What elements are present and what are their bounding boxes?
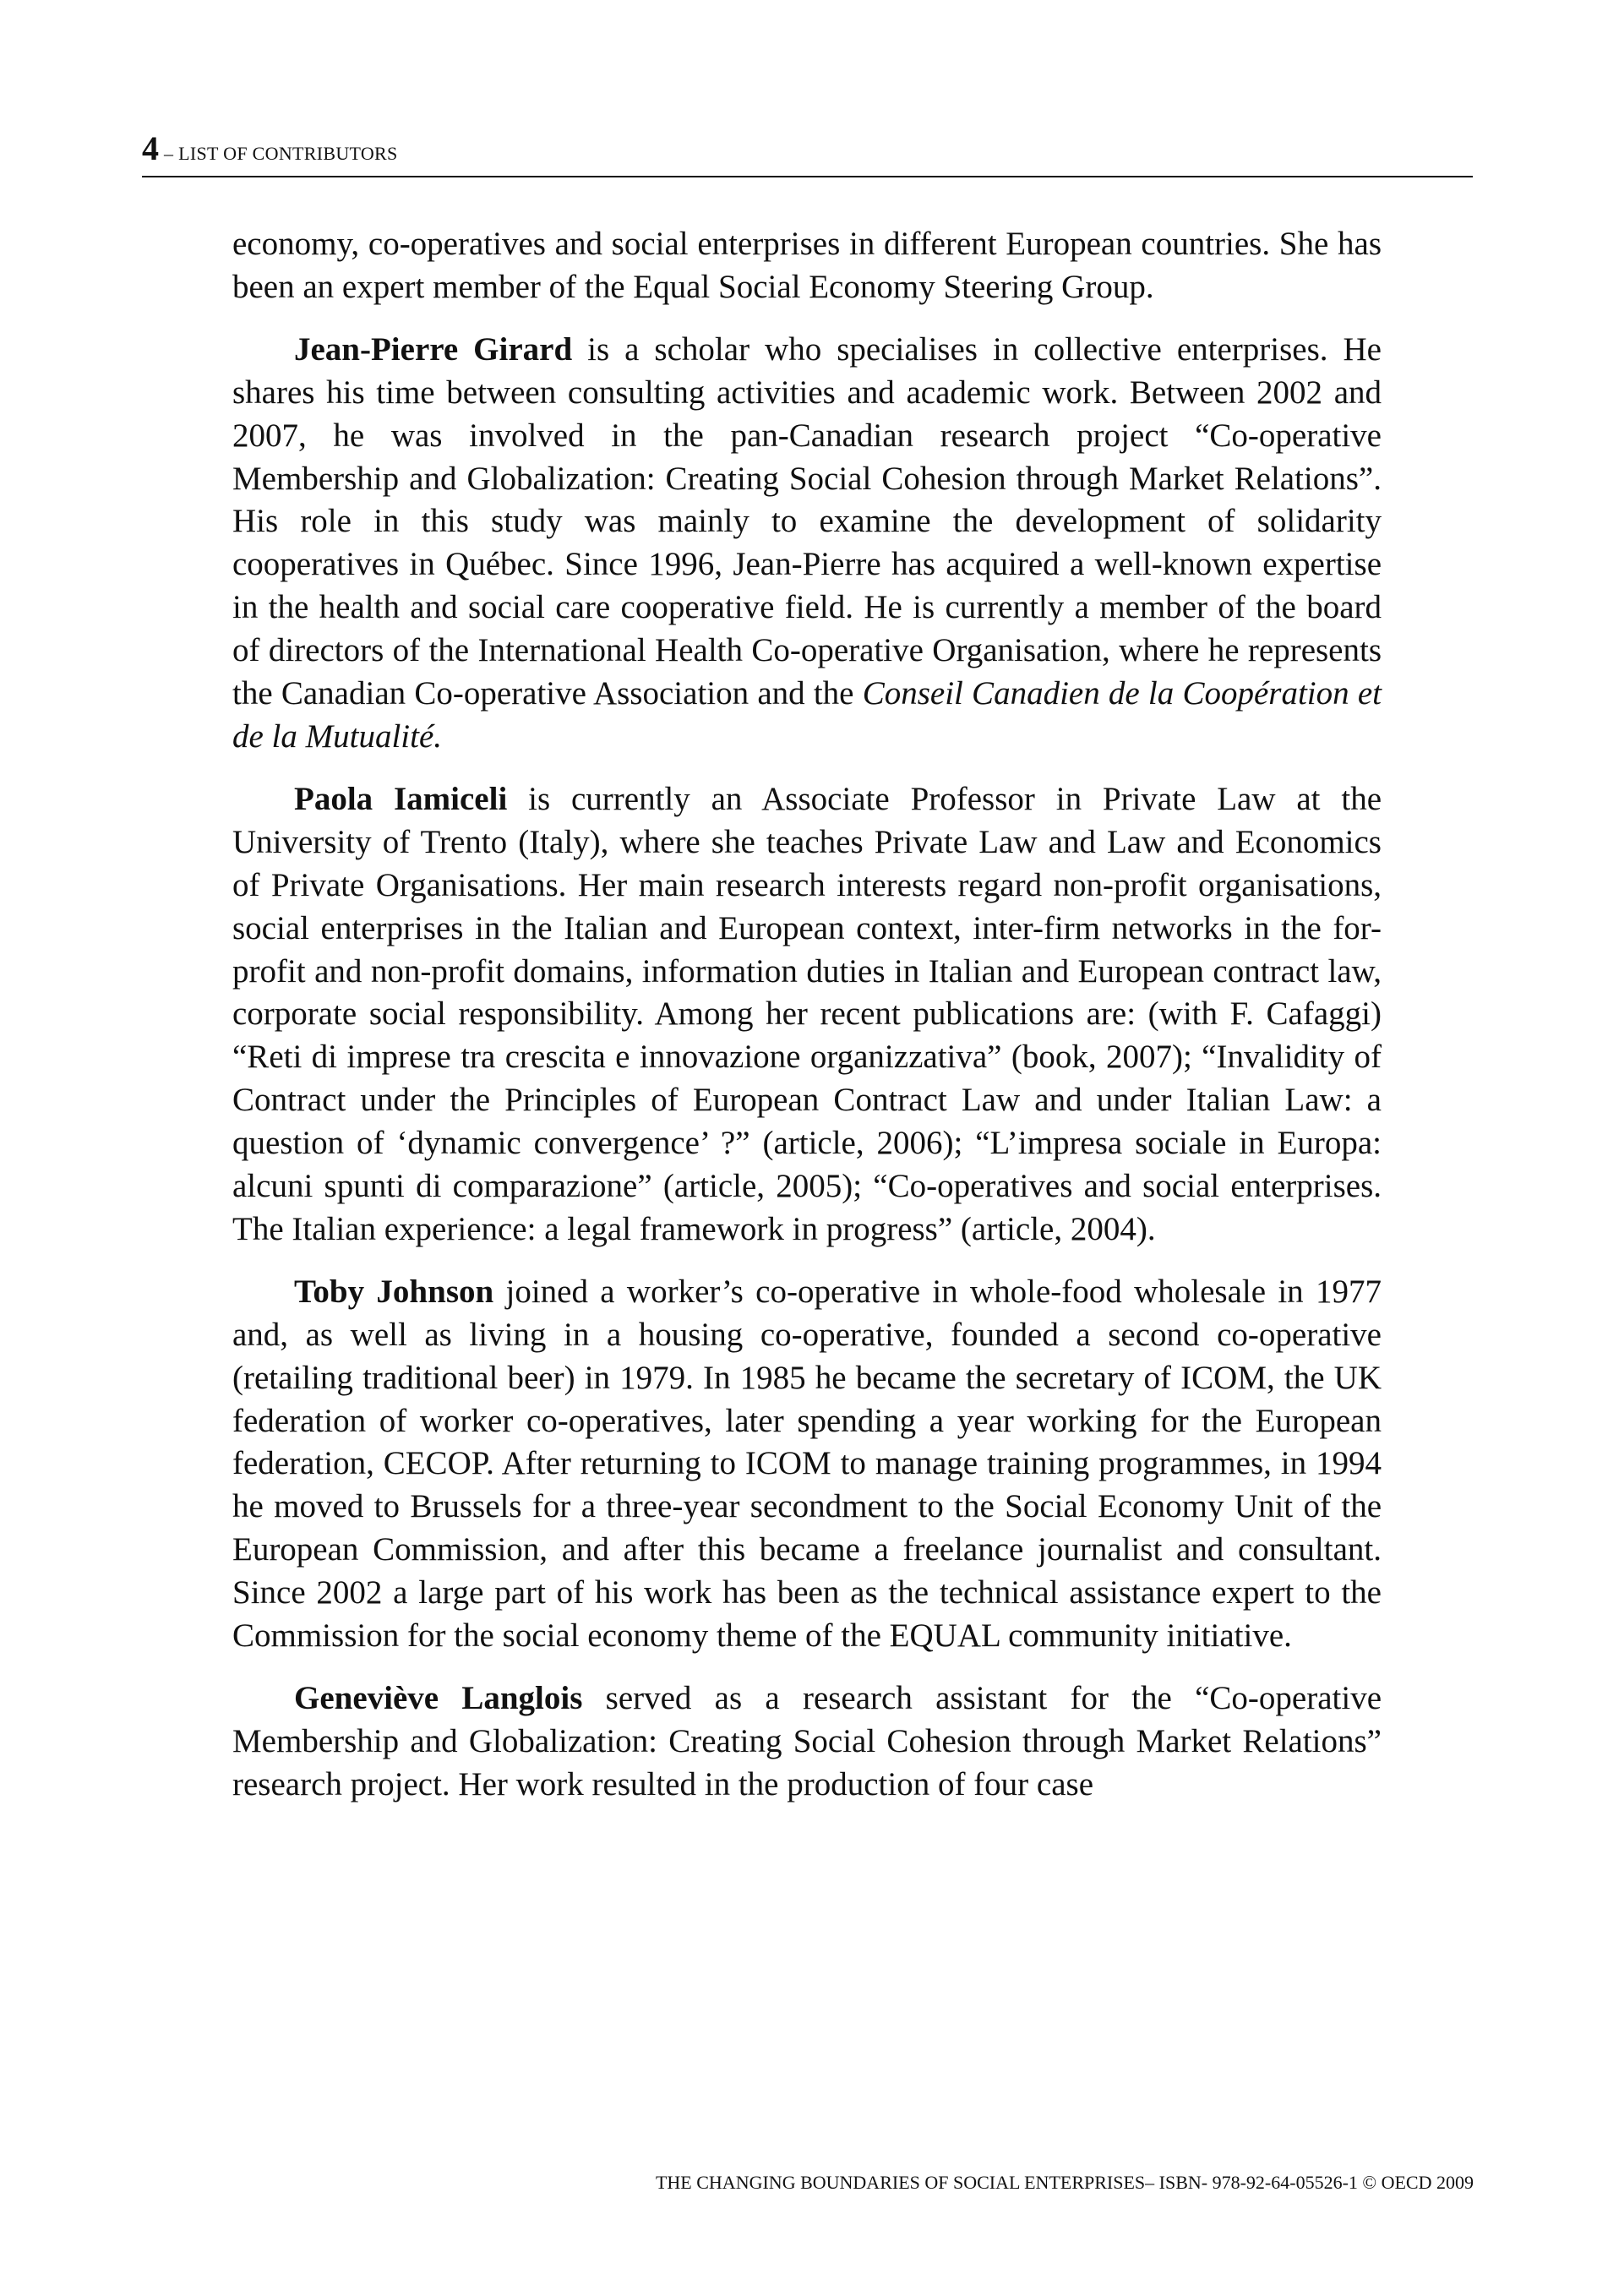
bio-name: Geneviève Langlois (294, 1680, 583, 1716)
bio-end-text: . (433, 717, 443, 755)
bio-text: is a scholar who specialises in collective enterprises. He shares his time between consulting activities and academic work. Between 2002 and 2007, he was involved in the pan-Canadian research project “Co-operative Membership and Globalization: Creating Social Cohesion through Market Relations”. His role in this study was mainly to examine the development of solidarity cooperatives in Québec. Since 1996, Jean-Pierre has acquired a well-known expertise in the health and social care cooperative field. He is currently a member of the board of directors of the International Health Co-operative Organisation, where he represents the Canadian Co-operative Association and the (232, 330, 1382, 712)
contributors-body (232, 223, 1382, 1826)
page-header (142, 127, 1473, 177)
bio-name: Jean-Pierre Girard (294, 330, 573, 368)
bio-name: Toby Johnson (294, 1273, 494, 1310)
page-number: 4 (142, 129, 159, 167)
bio-jean-pierre-girard (232, 329, 1382, 759)
bio-name: Paola Iamiceli (294, 780, 508, 817)
page-footer: THE CHANGING BOUNDARIES OF SOCIAL ENTERPRISES– ISBN- 978-92-64-05526-1 © OECD 2009 (655, 2172, 1474, 2193)
bio-paola-iamiceli (232, 778, 1382, 1252)
bio-text: joined a worker’s co-operative in whole-food wholesale in 1977 and, as well as living in a housing co-operative, founded a second co-operative (retailing traditional beer) in 1979. In 1985 he became the secretary of ICOM, the UK federation of worker co-operatives, later spending a year working for the European federation, CECOP. After returning to ICOM to manage training programmes, in 1994 he moved to Brussels for a three-year secondment to the Social Economy Unit of the European Commission, and after this became a freelance journalist and consultant. Since 2002 a large part of his work has been as the technical assistance expert to the Commission for the social economy theme of the EQUAL community initiative. (232, 1273, 1382, 1655)
bio-italic-text: Conseil Canadien de la Coopération et de la Mutualité (232, 675, 1382, 755)
bio-text: served as a research assistant for the “Co-operative Membership and Globalization: Creating Social Cohesion through Market Relations” research project. Her work resulted in the production of four case (232, 1680, 1382, 1802)
running-title: – LIST OF CONTRIBUTORS (164, 143, 398, 164)
continuation-paragraph: economy, co-operatives and social enterprises in different European countries. She has been an expert member of the Equal Social Economy Steering Group. (232, 226, 1382, 305)
bio-toby-johnson (232, 1271, 1382, 1658)
bio-genevieve-langlois (232, 1677, 1382, 1807)
bio-text: is currently an Associate Professor in Private Law at the University of Trento (Italy), where she teaches Private Law and Law and Economics of Private Organisations. Her main research interests regard non-profit organisations, social enterprises in the Italian and European context, inter-firm networks in the for-profit and non-profit domains, information duties in Italian and European contract law, corporate social responsibility. Among her recent publications are: (with F. Cafaggi) “Reti di imprese tra crescita e innovazione organizzativa” (book, 2007); “Invalidity of Contract under the Principles of European Contract Law and under Italian Law: a question of ‘dynamic convergence’ ?” (article, 2006); “L’impresa sociale in Europa: alcuni spunti di comparazione” (article, 2005); “Co-operatives and social enterprises. The Italian experience: a legal framework in progress” (article, 2004). (232, 780, 1382, 1247)
